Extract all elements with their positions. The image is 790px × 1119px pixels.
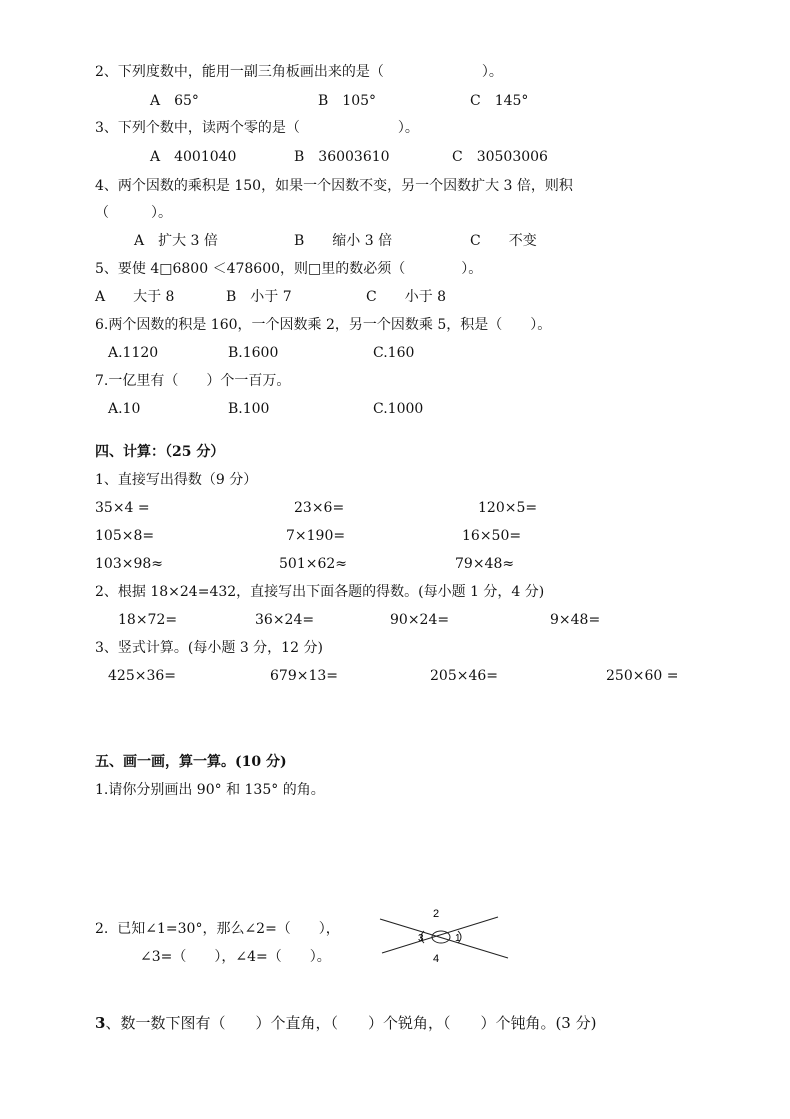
question-7-stem: 7.一亿里有（ ）个一百万。 bbox=[95, 373, 291, 389]
question-5-stem: 5、要使 4□6800 ＜478600，则□里的数必须（ ）。 bbox=[95, 261, 483, 277]
section-5-question-3-number: 3 bbox=[95, 1014, 106, 1032]
section-5-question-3 bbox=[95, 1013, 596, 1033]
question-3-option-c: C 30503006 bbox=[452, 149, 548, 165]
section-5-question-2-line2: ∠3=（ ），∠4=（ ）。 bbox=[140, 949, 331, 965]
question-6-option-b: B.1600 bbox=[228, 345, 279, 361]
question-6-option-a: A.1120 bbox=[108, 345, 159, 361]
question-4-option-b: B 缩小 3 倍 bbox=[294, 233, 393, 249]
question-2-option-a: A 65° bbox=[150, 93, 199, 109]
question-6-option-c: C.160 bbox=[373, 345, 415, 361]
question-2-stem: 2、下列度数中，能用一副三角板画出来的是（ ）。 bbox=[95, 64, 503, 80]
question-2-option-b: B 105° bbox=[318, 93, 377, 109]
mental-calc-item: 120×5= bbox=[478, 500, 538, 516]
question-7-option-b: B.100 bbox=[228, 401, 270, 417]
question-5-option-b: B 小于 7 bbox=[226, 289, 292, 305]
question-4-option-a: A 扩大 3 倍 bbox=[134, 233, 218, 249]
question-6-stem: 6.两个因数的积是 160，一个因数乘 2，另一个因数乘 5，积是（ ）。 bbox=[95, 317, 552, 333]
intersecting-lines-figure bbox=[376, 905, 516, 965]
section-5-question-3-text: 、数一数下图有（ ）个直角，（ ）个锐角，（ ）个钝角。(3 分) bbox=[105, 1014, 597, 1032]
angle-label-4: 4 bbox=[433, 953, 440, 965]
mental-calc-item: 79×48≈ bbox=[455, 556, 515, 572]
derived-calc-item: 9×48= bbox=[550, 612, 601, 628]
question-3-option-b: B 36003610 bbox=[294, 149, 390, 165]
section-4-title: 四、计算：（25 分） bbox=[95, 444, 225, 460]
question-7-option-c: C.1000 bbox=[373, 401, 424, 417]
question-7-option-a: A.10 bbox=[108, 401, 141, 417]
derived-calc-item: 36×24= bbox=[255, 612, 315, 628]
question-5-option-c: C 小于 8 bbox=[366, 289, 447, 305]
question-4-stem-line1: 4、两个因数的乘积是 150，如果一个因数不变，另一个因数扩大 3 倍，则积 bbox=[95, 178, 573, 194]
question-3-stem: 3、下列个数中，读两个零的是（ ）。 bbox=[95, 120, 419, 136]
mental-calc-item: 16×50= bbox=[462, 528, 522, 544]
vertical-calc-item: 679×13= bbox=[270, 668, 338, 684]
vertical-calc-item: 425×36= bbox=[108, 668, 176, 684]
section-5-title: 五、画一画，算一算。(10 分) bbox=[95, 754, 287, 770]
angle-label-3: 3 bbox=[418, 933, 424, 944]
derived-calc-item: 90×24= bbox=[390, 612, 450, 628]
question-4-option-c: C 不变 bbox=[470, 233, 537, 249]
mental-calc-item: 103×98≈ bbox=[95, 556, 163, 572]
vertical-calc-item: 250×60 = bbox=[606, 668, 679, 684]
section-5-question-2-line1: 2. 已知∠1=30°，那么∠2=（ ）， bbox=[95, 921, 340, 937]
line-segment-2 bbox=[382, 917, 498, 953]
question-3-option-a: A 4001040 bbox=[150, 149, 237, 165]
mental-calc-item: 23×6= bbox=[294, 500, 345, 516]
line-segment-1 bbox=[380, 919, 508, 958]
section-4-part-3-title: 3、竖式计算。(每小题 3 分，12 分) bbox=[95, 640, 323, 656]
question-4-stem-line2: （ ）。 bbox=[95, 205, 172, 221]
section-4-part-1-title: 1、直接写出得数（9 分） bbox=[95, 472, 258, 488]
mental-calc-item: 501×62≈ bbox=[279, 556, 347, 572]
mental-calc-item: 35×4 = bbox=[95, 500, 150, 516]
mental-calc-item: 105×8= bbox=[95, 528, 155, 544]
vertical-calc-item: 205×46= bbox=[430, 668, 498, 684]
section-5-question-1: 1.请你分别画出 90° 和 135° 的角。 bbox=[95, 782, 325, 798]
derived-calc-item: 18×72= bbox=[118, 612, 178, 628]
section-4-part-2-title: 2、根据 18×24=432，直接写出下面各题的得数。(每小题 1 分，4 分) bbox=[95, 584, 545, 600]
angle-label-1: 1 bbox=[455, 933, 461, 944]
angle-label-2: 2 bbox=[433, 908, 440, 920]
question-5-option-a: A 大于 8 bbox=[95, 289, 175, 305]
mental-calc-item: 7×190= bbox=[286, 528, 346, 544]
question-2-option-c: C 145° bbox=[470, 93, 529, 109]
